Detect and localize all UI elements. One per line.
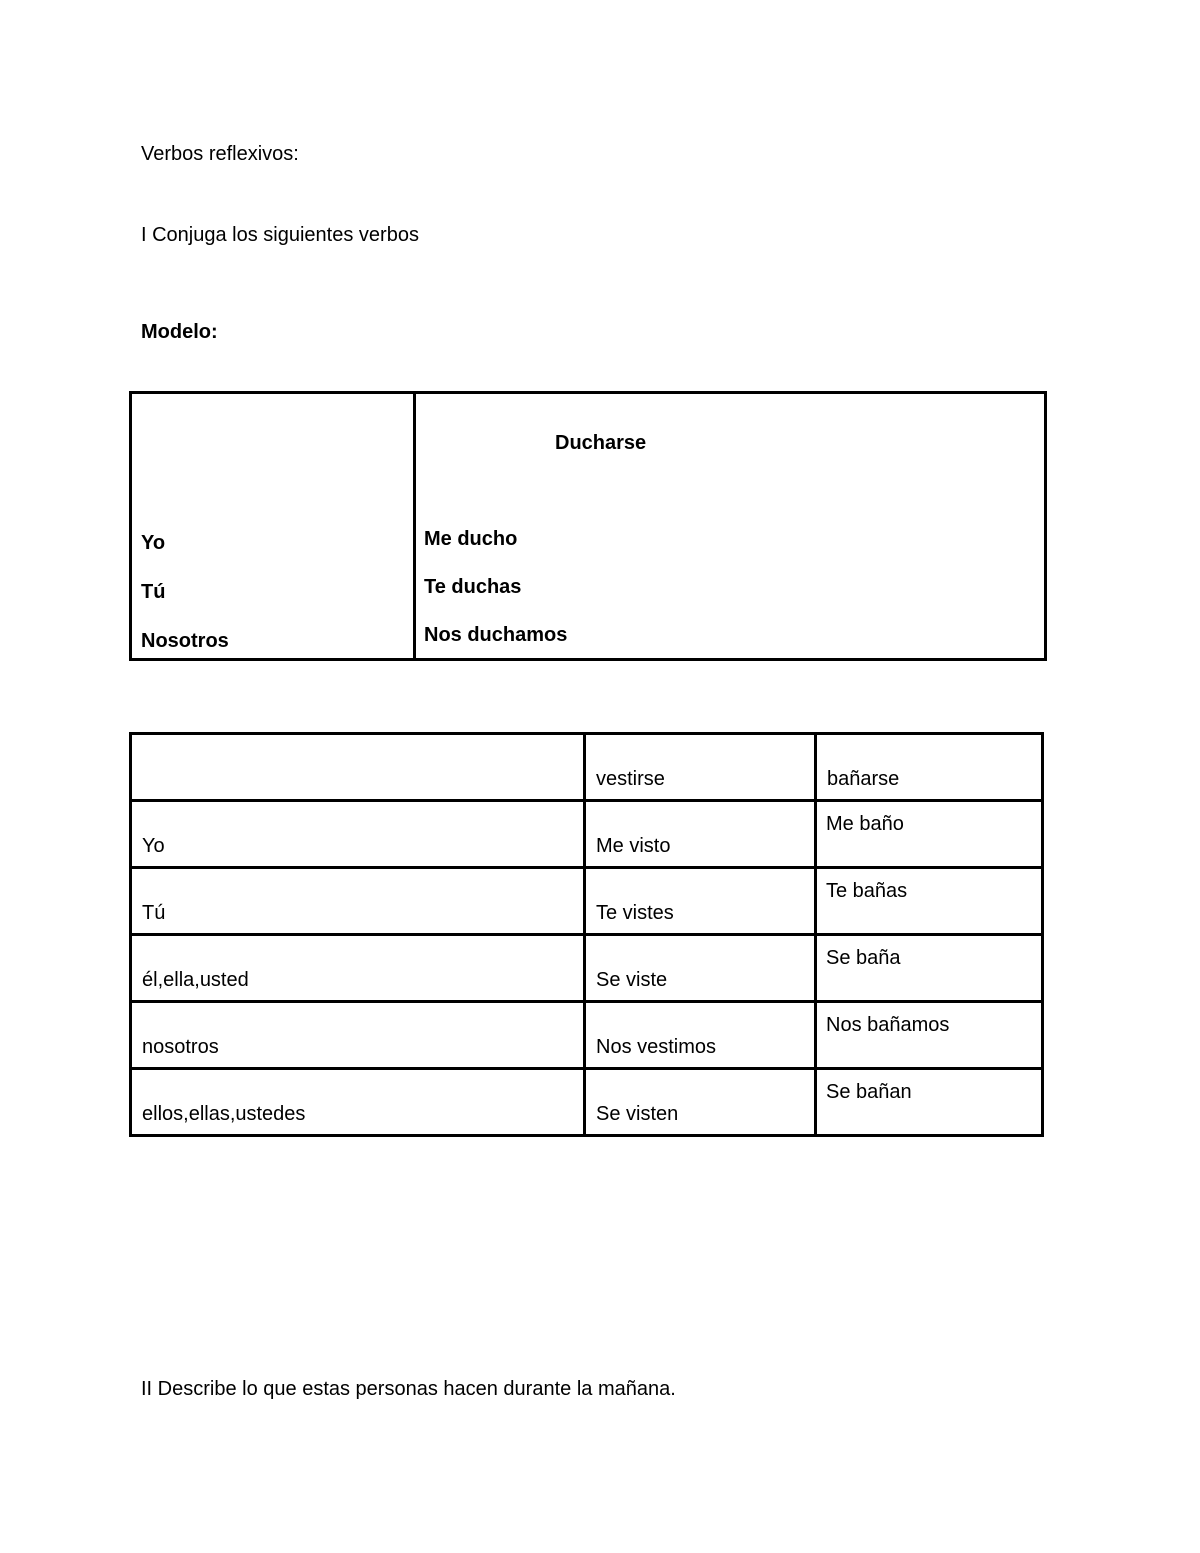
- pronoun-text: él,ella,usted: [142, 969, 249, 991]
- model-pronoun-yo: Yo: [141, 532, 166, 554]
- vestirse-cell: [585, 1069, 816, 1136]
- pronoun-cell: [131, 868, 585, 935]
- table-row: [131, 1069, 1043, 1136]
- model-verb-header: Ducharse: [555, 432, 647, 454]
- vestirse-form: Te vistes: [596, 902, 674, 924]
- banarse-cell: [816, 1069, 1043, 1136]
- pronoun-cell: [131, 935, 585, 1002]
- banarse-cell: [816, 935, 1043, 1002]
- banarse-cell: [816, 801, 1043, 868]
- header-banarse: bañarse: [827, 768, 900, 790]
- vestirse-cell: [585, 935, 816, 1002]
- table-row: [131, 1002, 1043, 1069]
- page-title: Verbos reflexivos:: [141, 143, 299, 165]
- table-row: [131, 935, 1043, 1002]
- banarse-cell: [816, 1002, 1043, 1069]
- banarse-form: Nos bañamos: [826, 1014, 950, 1036]
- table-row: [131, 801, 1043, 868]
- banarse-form: Se baña: [826, 947, 901, 969]
- vestirse-cell: [585, 1002, 816, 1069]
- vestirse-form: Se viste: [596, 969, 668, 991]
- vestirse-form: Me visto: [596, 835, 671, 857]
- model-table-divider: [413, 394, 416, 658]
- pronoun-text: nosotros: [142, 1036, 219, 1058]
- model-form-yo: Me ducho: [424, 528, 518, 550]
- banarse-cell: [816, 868, 1043, 935]
- pronoun-cell: [131, 1002, 585, 1069]
- model-form-tu: Te duchas: [424, 576, 522, 598]
- pronoun-text: Yo: [142, 835, 165, 857]
- banarse-form: Te bañas: [826, 880, 908, 902]
- vestirse-cell: [585, 801, 816, 868]
- model-label: Modelo:: [141, 321, 218, 343]
- vestirse-cell: [585, 868, 816, 935]
- header-cell-empty: [131, 734, 585, 801]
- table-header-row: [131, 734, 1043, 801]
- header-cell-banarse: [816, 734, 1043, 801]
- vestirse-form: Se visten: [596, 1103, 679, 1125]
- practice-table: [129, 732, 1044, 1137]
- model-form-nosotros: Nos duchamos: [424, 624, 568, 646]
- banarse-form: Me baño: [826, 813, 904, 835]
- model-pronoun-tu: Tú: [141, 581, 166, 603]
- table-row: [131, 868, 1043, 935]
- header-vestirse: vestirse: [596, 768, 665, 790]
- model-table: [129, 391, 1047, 661]
- pronoun-cell: [131, 1069, 585, 1136]
- banarse-form: Se bañan: [826, 1081, 912, 1103]
- vestirse-form: Nos vestimos: [596, 1036, 717, 1058]
- pronoun-text: ellos,ellas,ustedes: [142, 1103, 306, 1125]
- instruction-two: II Describe lo que estas personas hacen durante la mañana.: [141, 1378, 676, 1400]
- instruction-one: I Conjuga los siguientes verbos: [141, 224, 419, 246]
- header-cell-vestirse: [585, 734, 816, 801]
- pronoun-text: Tú: [142, 902, 166, 924]
- model-pronoun-nosotros: Nosotros: [141, 630, 229, 652]
- pronoun-cell: [131, 801, 585, 868]
